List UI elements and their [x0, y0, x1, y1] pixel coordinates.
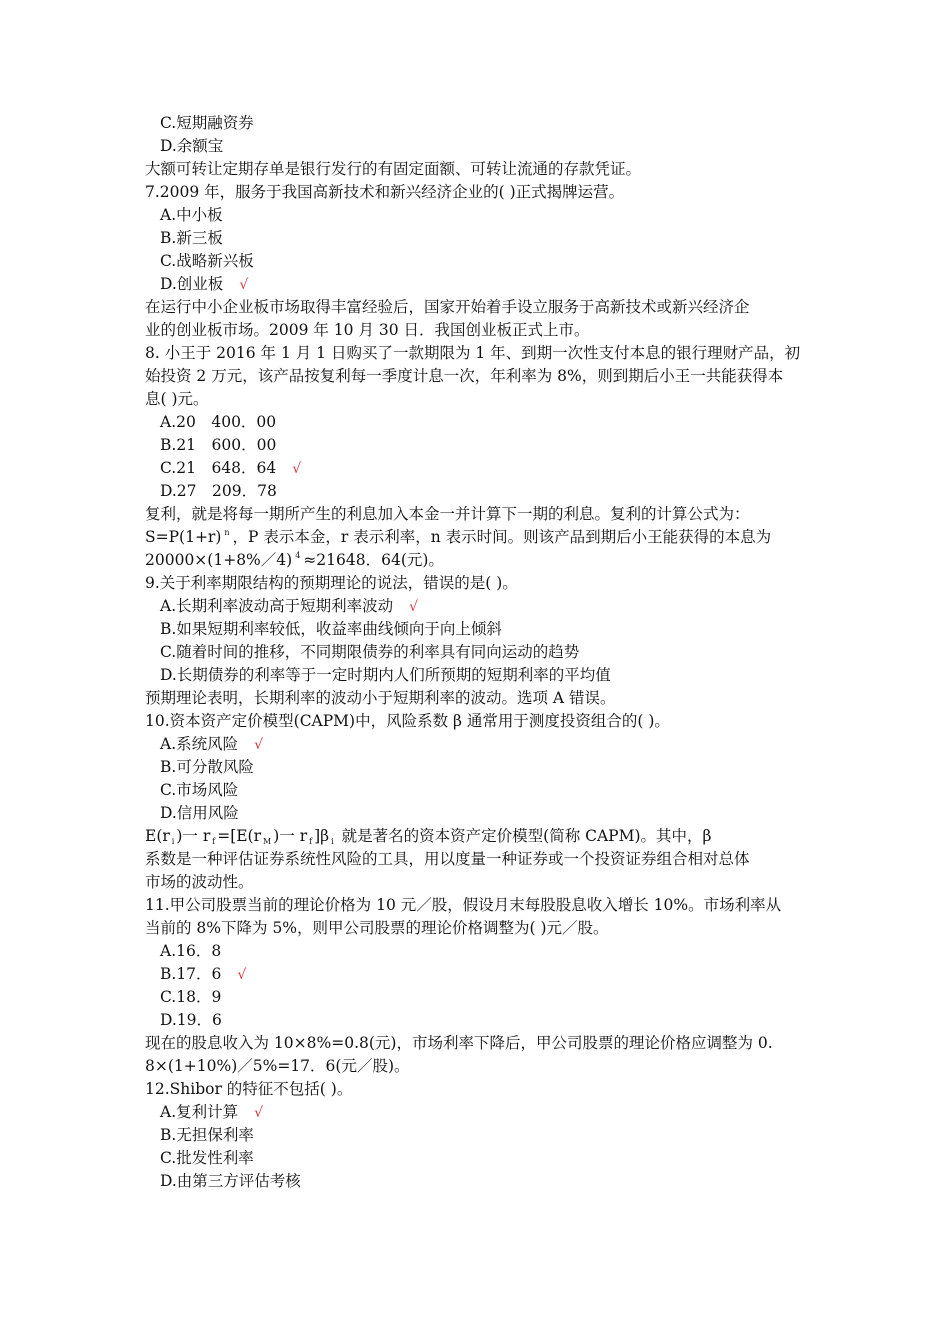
q10-explanation-line: 系数是一种评估证券系统性风险的工具，用以度量一种证券或一个投资证券组合相对总体 [145, 850, 750, 868]
q12-option-d: D.由第三方评估考核 [160, 1172, 301, 1190]
q8-option-b: B.21 600．00 [160, 436, 277, 454]
q7-option-b: B.新三板 [160, 229, 223, 247]
q6-option-c: C.短期融资券 [160, 114, 254, 132]
formula-text: =[E(r [217, 827, 262, 845]
correct-check-icon: √ [409, 599, 419, 615]
q8-explanation-line: 复利，就是将每一期所产生的利息加入本金一并计算下一期的利息。复利的计算公式为： [145, 505, 750, 523]
q8-formula-line [0, 526, 950, 549]
subscript: f [309, 837, 313, 846]
q8-question-line: 8. 小王于 2016 年 1 月 1 日购买了一款期限为 1 年、到期一次性支付本息的银行理财产品，初 [145, 344, 801, 362]
formula-text: ≈21648．64(元)。 [303, 551, 444, 569]
option-text: D.创业板 [160, 275, 224, 293]
correct-check-icon: √ [254, 737, 264, 753]
q7-option-c: C.战略新兴板 [160, 252, 254, 270]
formula-text: 就是著名的资本资产定价模型(简称 CAPM)。其中，β [341, 827, 712, 845]
option-text: A.系统风险 [160, 735, 239, 753]
formula-text: ，P 表示本金，r 表示利率，n 表示时间。则该产品到期后小王能获得的本息为 [232, 528, 772, 546]
formula-text: S=P(1+r) [145, 528, 222, 546]
q10-question: 10.资本资产定价模型(CAPM)中，风险系数 β 通常用于测度投资组合的( )。 [145, 712, 670, 730]
q9-option-c: C.随着时间的推移，不同期限债券的利率具有同向运动的趋势 [160, 643, 580, 661]
correct-check-icon: √ [292, 461, 302, 477]
formula-text: 20000×(1+8%／4) [145, 551, 293, 569]
q8-option-c [0, 457, 950, 480]
option-text: B.17．6 [160, 965, 222, 983]
q8-result-line [0, 549, 950, 572]
q7-option-d [0, 273, 950, 296]
q10-option-b: B.可分散风险 [160, 758, 254, 776]
q12-option-c: C.批发性利率 [160, 1149, 254, 1167]
q10-explanation-line: 市场的波动性。 [145, 873, 254, 891]
q12-option-a [0, 1101, 950, 1124]
q7-option-a: A.中小板 [160, 206, 223, 224]
q8-question-line: 始投资 2 万元，该产品按复利每一季度计息一次，年利率为 8%，则到期后小王一共能获得本 [145, 367, 784, 385]
q10-capm-formula-line [0, 825, 950, 848]
option-text: C.21 648．64 [160, 459, 277, 477]
formula-text: ]β [314, 827, 330, 845]
exponent: n [224, 528, 230, 537]
q11-question-line: 11.甲公司股票当前的理论价格为 10 元／股，假设月末每股股息收入增长 10%。市场利率从 [145, 896, 782, 914]
correct-check-icon: √ [239, 277, 249, 293]
q11-explanation-line: 现在的股息收入为 10×8%=0.8(元)，市场利率下降后，甲公司股票的理论价格应调整为 0. [145, 1034, 773, 1052]
q6-explanation: 大额可转让定期存单是银行发行的有固定面额、可转让流通的存款凭证。 [145, 160, 642, 178]
formula-text: E(r [145, 827, 170, 845]
q9-option-b: B.如果短期利率较低，收益率曲线倾向于向上倾斜 [160, 620, 502, 638]
q9-explanation: 预期理论表明，长期利率的波动小于短期利率的波动。选项 A 错误。 [145, 689, 616, 707]
exponent: 4 [295, 551, 301, 560]
q12-option-b: B.无担保利率 [160, 1126, 254, 1144]
formula-text: )一 r [176, 827, 211, 845]
correct-check-icon: √ [237, 967, 247, 983]
correct-check-icon: √ [254, 1105, 264, 1121]
subscript: f [212, 837, 216, 846]
q8-question-line: 息( )元。 [145, 390, 209, 408]
q11-explanation-line: 8×(1+10%)／5%=17．6(元／股)。 [145, 1057, 410, 1075]
document-page [0, 112, 950, 1193]
option-text: A.复利计算 [160, 1103, 239, 1121]
q12-question: 12.Shibor 的特征不包括( )。 [145, 1080, 353, 1098]
q7-explanation-line: 在运行中小企业板市场取得丰富经验后，国家开始着手设立服务于高新技术或新兴经济企 [145, 298, 750, 316]
q11-option-d: D.19．6 [160, 1011, 222, 1029]
option-text: A.长期利率波动高于短期利率波动 [160, 597, 394, 615]
q11-option-b [0, 963, 950, 986]
subscript: i [331, 837, 334, 846]
q10-option-a [0, 733, 950, 756]
q11-question-line: 当前的 8%下降为 5%，则甲公司股票的理论价格调整为( )元／股。 [145, 919, 609, 937]
q9-question: 9.关于利率期限结构的预期理论的说法，错误的是( )。 [145, 574, 518, 592]
subscript: M [263, 837, 272, 846]
q10-option-c: C.市场风险 [160, 781, 239, 799]
q11-option-a: A.16．8 [160, 942, 222, 960]
formula-text: )一 r [273, 827, 308, 845]
q8-option-d: D.27 209．78 [160, 482, 277, 500]
q6-option-d: D.余额宝 [160, 137, 224, 155]
q9-option-a [0, 595, 950, 618]
subscript: i [171, 837, 175, 846]
q7-explanation-line: 业的创业板市场。2009 年 10 月 30 日．我国创业板正式上市。 [145, 321, 590, 339]
q8-option-a: A.20 400．00 [160, 413, 277, 431]
q7-question: 7.2009 年，服务于我国高新技术和新兴经济企业的( )正式揭牌运营。 [145, 183, 625, 201]
q11-option-c: C.18．9 [160, 988, 222, 1006]
q10-option-d: D.信用风险 [160, 804, 239, 822]
q9-option-d: D.长期债券的利率等于一定时期内人们所预期的短期利率的平均值 [160, 666, 611, 684]
